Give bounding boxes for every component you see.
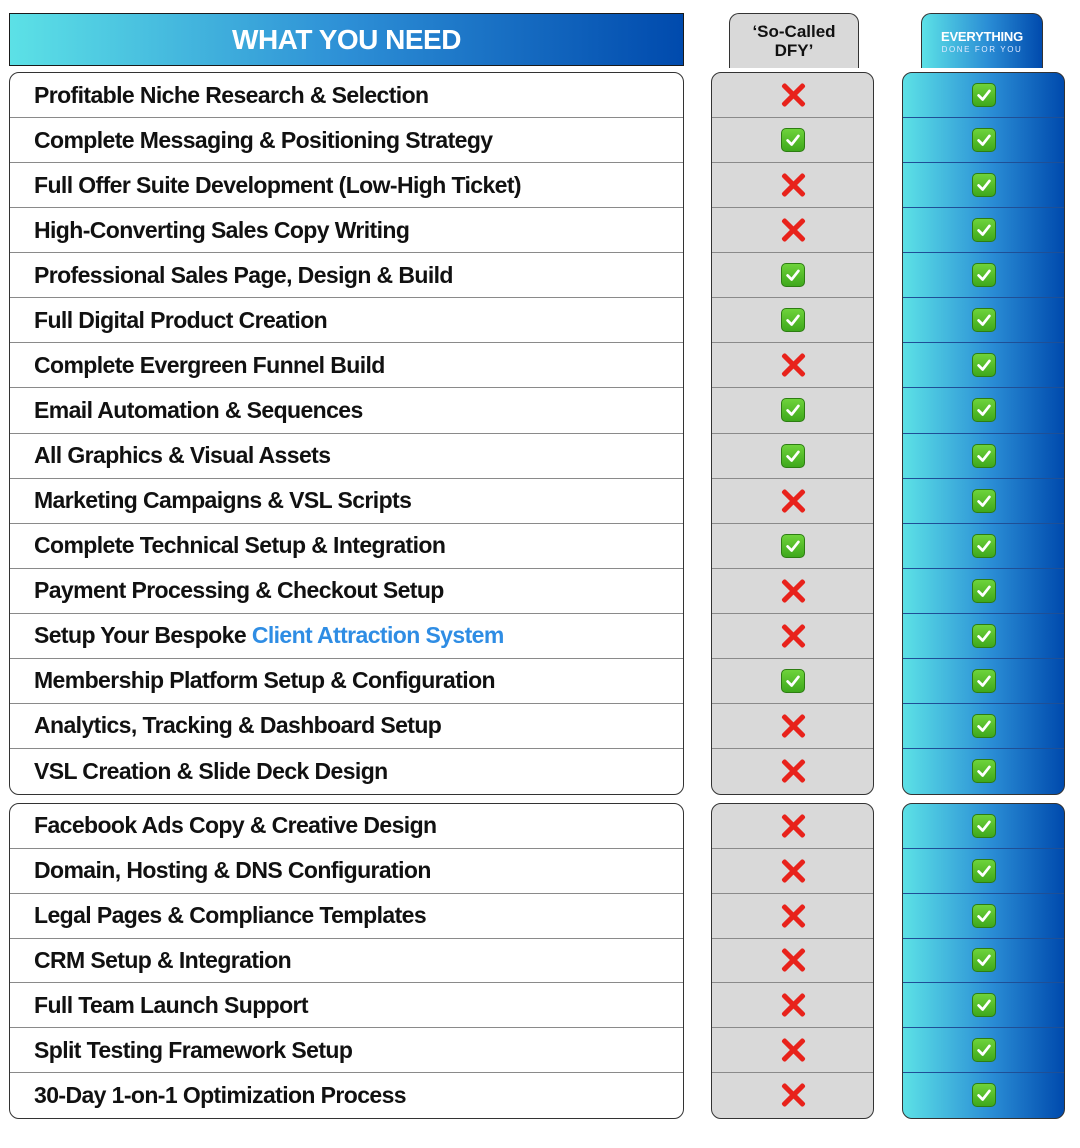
everything-cell [903,343,1064,388]
dfy-cell [712,1073,873,1118]
feature-row [10,163,683,208]
green-check-icon [972,353,996,377]
dfy-cell [712,479,873,524]
feature-row [10,388,683,433]
red-cross-icon [780,947,806,973]
everything-cell [903,569,1064,614]
dfy-cell [712,434,873,479]
feature-row [10,804,683,849]
everything-cell [903,1028,1064,1073]
feature-list-group-2 [9,803,684,1119]
feature-label-text: Email Automation & Sequences [34,396,363,423]
everything-cell [903,73,1064,118]
dfy-column-group-1 [711,72,874,795]
feature-label-text: Membership Platform Setup & Configuration [34,667,495,694]
feature-label-text: Professional Sales Page, Design & Build [34,261,453,288]
red-cross-icon [780,172,806,198]
everything-cell [903,388,1064,433]
feature-row [10,614,683,659]
feature-label [34,352,385,379]
green-check-icon [972,904,996,928]
everything-title: EVERYTHING [940,28,1024,44]
red-cross-icon [780,758,806,784]
everything-column-group-1 [902,72,1065,795]
green-check-icon [972,714,996,738]
green-check-icon [781,534,805,558]
feature-label [34,758,388,785]
feature-label [34,217,409,244]
green-check-icon [781,398,805,422]
done-for-you-subtitle: DONE FOR YOU [941,44,1023,54]
green-check-icon [972,948,996,972]
feature-row [10,524,683,569]
feature-label [34,712,441,739]
red-cross-icon [780,813,806,839]
everything-cell [903,253,1064,298]
feature-row [10,73,683,118]
green-check-icon [972,814,996,838]
red-cross-icon [780,858,806,884]
dfy-column-group-2 [711,803,874,1119]
feature-label-text: Complete Evergreen Funnel Build [34,351,385,378]
feature-label-text: Full Offer Suite Development (Low-High Ticket) [34,171,521,198]
dfy-cell [712,983,873,1028]
feature-row [10,298,683,343]
red-cross-icon [780,217,806,243]
feature-label [34,812,436,839]
green-check-icon [972,489,996,513]
everything-cell [903,659,1064,704]
green-check-icon [972,1038,996,1062]
feature-row [10,939,683,984]
dfy-cell [712,749,873,794]
feature-label-text: Marketing Campaigns & VSL Scripts [34,487,412,514]
feature-label-text: Setup Your Bespoke [34,622,252,649]
red-cross-icon [780,623,806,649]
feature-label [34,857,431,884]
green-check-icon [781,308,805,332]
red-cross-icon [780,578,806,604]
feature-label-text: CRM Setup & Integration [34,946,292,973]
everything-cell [903,849,1064,894]
green-check-icon [972,83,996,107]
feature-label [34,487,411,514]
everything-cell [903,1073,1064,1118]
green-check-icon [972,128,996,152]
feature-label [34,667,495,694]
feature-label [34,82,429,109]
green-check-icon [781,263,805,287]
feature-row [10,659,683,704]
feature-label [34,1082,406,1109]
feature-label-text: 30-Day 1-on-1 Optimization Process [34,1081,406,1108]
dfy-cell [712,208,873,253]
dfy-cell [712,849,873,894]
feature-label-text: VSL Creation & Slide Deck Design [34,757,388,784]
feature-label-text: Analytics, Tracking & Dashboard Setup [34,712,442,739]
feature-label-text: Full Digital Product Creation [34,306,328,333]
red-cross-icon [780,903,806,929]
everything-cell [903,939,1064,984]
feature-label-text: Legal Pages & Compliance Templates [34,902,427,929]
green-check-icon [781,128,805,152]
feature-label [34,442,330,469]
red-cross-icon [780,1082,806,1108]
feature-label [34,1037,352,1064]
feature-row [10,849,683,894]
feature-row [10,1073,683,1118]
everything-cell [903,434,1064,479]
everything-column-group-2 [902,803,1065,1119]
dfy-cell [712,343,873,388]
what-you-need-header [9,13,684,66]
dfy-cell [712,524,873,569]
green-check-icon [972,444,996,468]
green-check-icon [781,444,805,468]
red-cross-icon [780,352,806,378]
so-called-dfy-header [729,13,859,68]
dfy-cell [712,804,873,849]
everything-cell [903,983,1064,1028]
everything-cell [903,208,1064,253]
everything-done-for-you-header [921,13,1043,68]
feature-row [10,343,683,388]
feature-row [10,983,683,1028]
dfy-cell [712,118,873,163]
red-cross-icon [780,713,806,739]
dfy-cell [712,614,873,659]
feature-label [34,532,445,559]
dfy-cell [712,253,873,298]
feature-row [10,118,683,163]
green-check-icon [972,624,996,648]
green-check-icon [972,534,996,558]
dfy-cell [712,1028,873,1073]
feature-row [10,1028,683,1073]
feature-label-text: High-Converting Sales Copy Writing [34,216,410,243]
feature-label [34,902,426,929]
feature-list-group-1 [9,72,684,795]
everything-cell [903,524,1064,569]
feature-label [34,577,444,604]
feature-row [10,208,683,253]
feature-row [10,479,683,524]
dfy-cell [712,704,873,749]
feature-label-text: Full Team Launch Support [34,991,308,1018]
green-check-icon [972,398,996,422]
dfy-cell [712,894,873,939]
feature-label-text: Payment Processing & Checkout Setup [34,577,444,604]
feature-label-text: Complete Messaging & Positioning Strategy [34,126,493,153]
feature-label-text: Facebook Ads Copy & Creative Design [34,812,437,839]
feature-label-text: All Graphics & Visual Assets [34,442,331,469]
green-check-icon [972,308,996,332]
dfy-cell [712,73,873,118]
green-check-icon [972,859,996,883]
dfy-cell [712,659,873,704]
dfy-cell [712,298,873,343]
dfy-cell [712,939,873,984]
dfy-cell [712,569,873,614]
everything-cell [903,894,1064,939]
feature-row [10,569,683,614]
everything-cell [903,804,1064,849]
green-check-icon [972,173,996,197]
feature-row [10,434,683,479]
red-cross-icon [780,82,806,108]
everything-cell [903,163,1064,208]
green-check-icon [781,669,805,693]
green-check-icon [972,993,996,1017]
feature-label-text: Profitable Niche Research & Selection [34,81,429,108]
feature-label-text: Split Testing Framework Setup [34,1036,353,1063]
green-check-icon [972,1083,996,1107]
feature-label-text: Domain, Hosting & DNS Configuration [34,857,431,884]
everything-cell [903,749,1064,794]
everything-cell [903,479,1064,524]
feature-label [34,622,504,649]
everything-cell [903,704,1064,749]
feature-label [34,992,308,1019]
feature-label-text: Complete Technical Setup & Integration [34,532,446,559]
dfy-cell [712,388,873,433]
everything-cell [903,614,1064,659]
feature-label [34,947,291,974]
green-check-icon [972,669,996,693]
feature-row [10,704,683,749]
everything-cell [903,298,1064,343]
green-check-icon [972,759,996,783]
red-cross-icon [780,1037,806,1063]
green-check-icon [972,263,996,287]
feature-label [34,397,363,424]
what-you-need-title: WHAT YOU NEED [232,23,461,55]
feature-label [34,172,521,199]
red-cross-icon [780,488,806,514]
feature-row [10,749,683,794]
feature-label-highlight: Client Attraction System [251,622,504,649]
feature-label [34,127,492,154]
dfy-cell [712,163,873,208]
so-called-dfy-title: ‘So-Called DFY’ [752,22,836,60]
feature-label [34,307,327,334]
red-cross-icon [780,992,806,1018]
everything-cell [903,118,1064,163]
feature-row [10,253,683,298]
feature-row [10,894,683,939]
feature-label [34,262,453,289]
green-check-icon [972,218,996,242]
green-check-icon [972,579,996,603]
